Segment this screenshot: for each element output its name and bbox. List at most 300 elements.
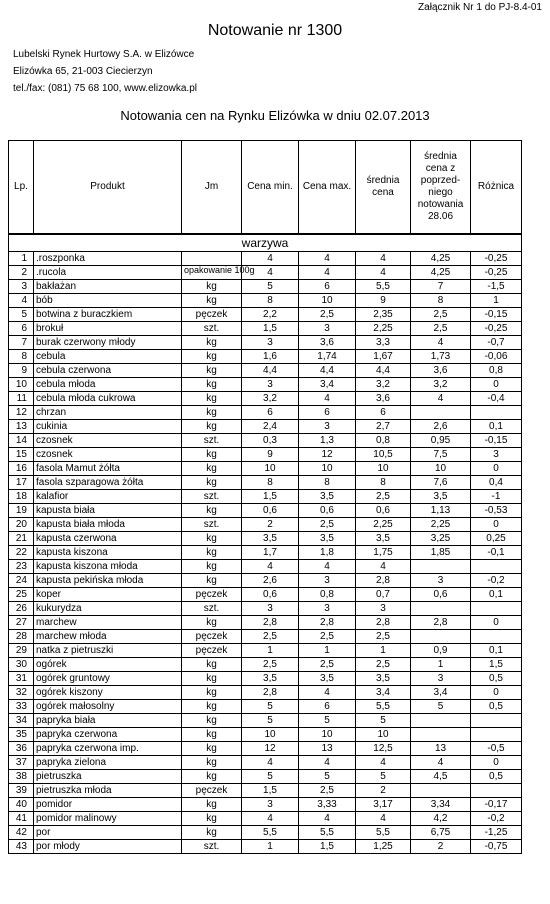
cell-prev-avg-price: 8 (411, 294, 471, 308)
cell-min-price: 4 (242, 266, 299, 280)
cell-prev-avg-price: 10 (411, 462, 471, 476)
cell-prev-avg-price: 0,95 (411, 434, 471, 448)
cell-jm: kg (182, 420, 242, 434)
cell-difference: -0,2 (471, 812, 522, 826)
cell-lp: 42 (9, 826, 34, 840)
cell-lp: 19 (9, 504, 34, 518)
table-row (9, 644, 522, 658)
cell-jm: pęczek (182, 308, 242, 322)
cell-prev-avg-price: 4,25 (411, 252, 471, 266)
cell-jm: kg (182, 378, 242, 392)
table-row (9, 588, 522, 602)
table-row (9, 392, 522, 406)
cell-prev-avg-price (411, 602, 471, 616)
header-min-price: Cena min. (242, 141, 299, 235)
table-row (9, 630, 522, 644)
cell-jm (182, 252, 242, 266)
cell-product: bakłażan (34, 280, 182, 294)
cell-jm: kg (182, 658, 242, 672)
header-max-price: Cena max. (299, 141, 356, 235)
cell-difference: 0,5 (471, 770, 522, 784)
header-avg-price: średnia cena (356, 141, 411, 235)
cell-product: papryka czerwona (34, 728, 182, 742)
company-name: Lubelski Rynek Hurtowy S.A. w Elizówce (13, 49, 195, 60)
cell-avg-price: 3,3 (356, 336, 411, 350)
cell-lp: 14 (9, 434, 34, 448)
cell-product: por młody (34, 840, 182, 854)
cell-lp: 37 (9, 756, 34, 770)
cell-min-price: 0,6 (242, 504, 299, 518)
cell-product: fasola szparagowa żółta (34, 476, 182, 490)
cell-product: ogórek kiszony (34, 686, 182, 700)
cell-product: kalafior (34, 490, 182, 504)
cell-product: koper (34, 588, 182, 602)
cell-min-price: 5,5 (242, 826, 299, 840)
cell-prev-avg-price: 3 (411, 672, 471, 686)
cell-difference: 0,1 (471, 420, 522, 434)
cell-difference: 0,1 (471, 588, 522, 602)
cell-max-price: 4 (299, 392, 356, 406)
cell-min-price: 1,6 (242, 350, 299, 364)
cell-max-price: 3 (299, 322, 356, 336)
cell-lp: 22 (9, 546, 34, 560)
cell-prev-avg-price: 3 (411, 574, 471, 588)
cell-max-price: 10 (299, 294, 356, 308)
table-row (9, 476, 522, 490)
cell-jm: kg (182, 294, 242, 308)
cell-difference: -0,4 (471, 392, 522, 406)
cell-jm: kg (182, 406, 242, 420)
cell-product: kukurydza (34, 602, 182, 616)
cell-difference: -0,25 (471, 322, 522, 336)
cell-jm: szt. (182, 840, 242, 854)
cell-max-price: 4,4 (299, 364, 356, 378)
table-row (9, 616, 522, 630)
cell-jm: kg (182, 812, 242, 826)
cell-avg-price: 2,25 (356, 322, 411, 336)
cell-max-price: 3,5 (299, 490, 356, 504)
cell-product: natka z pietruszki (34, 644, 182, 658)
table-row (9, 252, 522, 266)
cell-product: pomidor malinowy (34, 812, 182, 826)
cell-prev-avg-price: 2,8 (411, 616, 471, 630)
cell-max-price: 8 (299, 476, 356, 490)
cell-min-price: 10 (242, 728, 299, 742)
cell-avg-price: 6 (356, 406, 411, 420)
cell-jm-text: opakowanie 100g (184, 265, 255, 275)
table-row (9, 518, 522, 532)
cell-jm: szt. (182, 490, 242, 504)
table-row (9, 714, 522, 728)
cell-min-price: 8 (242, 294, 299, 308)
cell-min-price: 4 (242, 812, 299, 826)
cell-avg-price: 1,25 (356, 840, 411, 854)
company-contact: tel./fax: (081) 75 68 100, www.elizowka.pl (13, 83, 197, 94)
cell-difference: 0,8 (471, 364, 522, 378)
cell-avg-price: 3 (356, 602, 411, 616)
cell-difference: 1,5 (471, 658, 522, 672)
cell-difference: 0 (471, 756, 522, 770)
cell-min-price: 9 (242, 448, 299, 462)
cell-difference: 0 (471, 686, 522, 700)
cell-prev-avg-price: 4,5 (411, 770, 471, 784)
cell-prev-avg-price: 1 (411, 658, 471, 672)
cell-min-price: 3 (242, 798, 299, 812)
cell-jm: pęczek (182, 644, 242, 658)
cell-avg-price: 4 (356, 756, 411, 770)
cell-difference: 0,5 (471, 700, 522, 714)
table-row (9, 280, 522, 294)
cell-min-price: 12 (242, 742, 299, 756)
table-row (9, 574, 522, 588)
cell-max-price: 3,4 (299, 378, 356, 392)
cell-avg-price: 2,7 (356, 420, 411, 434)
cell-jm: kg (182, 546, 242, 560)
cell-max-price: 0,8 (299, 588, 356, 602)
cell-difference: 3 (471, 448, 522, 462)
cell-min-price: 2,8 (242, 686, 299, 700)
cell-avg-price: 12,5 (356, 742, 411, 756)
cell-product: burak czerwony młody (34, 336, 182, 350)
cell-min-price: 1,7 (242, 546, 299, 560)
cell-jm: szt. (182, 322, 242, 336)
cell-product: czosnek (34, 434, 182, 448)
cell-prev-avg-price: 3,4 (411, 686, 471, 700)
cell-avg-price: 2,5 (356, 490, 411, 504)
cell-max-price: 5 (299, 770, 356, 784)
cell-jm: kg (182, 756, 242, 770)
cell-jm: kg (182, 504, 242, 518)
cell-difference: 0,4 (471, 476, 522, 490)
cell-product: ogórek małosolny (34, 700, 182, 714)
cell-jm: kg (182, 560, 242, 574)
cell-lp: 40 (9, 798, 34, 812)
cell-avg-price: 4 (356, 252, 411, 266)
cell-prev-avg-price (411, 560, 471, 574)
cell-min-price: 2,5 (242, 630, 299, 644)
cell-min-price: 1,5 (242, 322, 299, 336)
cell-jm: kg (182, 728, 242, 742)
cell-avg-price: 1,67 (356, 350, 411, 364)
cell-product: kapusta kiszona (34, 546, 182, 560)
cell-min-price: 2 (242, 518, 299, 532)
cell-difference: 0,25 (471, 532, 522, 546)
cell-difference (471, 728, 522, 742)
cell-lp: 39 (9, 784, 34, 798)
cell-max-price: 10 (299, 462, 356, 476)
cell-avg-price: 4,4 (356, 364, 411, 378)
cell-jm: kg (182, 616, 242, 630)
cell-max-price: 3 (299, 574, 356, 588)
cell-prev-avg-price: 1,13 (411, 504, 471, 518)
cell-difference: 0,1 (471, 644, 522, 658)
cell-product: fasola Mamut żółta (34, 462, 182, 476)
cell-lp: 13 (9, 420, 34, 434)
cell-max-price: 4 (299, 812, 356, 826)
cell-lp: 30 (9, 658, 34, 672)
cell-avg-price: 2 (356, 784, 411, 798)
cell-difference: 0 (471, 378, 522, 392)
cell-lp: 35 (9, 728, 34, 742)
cell-min-price: 3 (242, 378, 299, 392)
cell-avg-price: 2,5 (356, 630, 411, 644)
table-row (9, 364, 522, 378)
cell-jm: kg (182, 574, 242, 588)
cell-avg-price: 10 (356, 728, 411, 742)
cell-max-price: 2,5 (299, 630, 356, 644)
cell-product: pietruszka młoda (34, 784, 182, 798)
cell-avg-price: 5,5 (356, 280, 411, 294)
cell-max-price: 3,5 (299, 672, 356, 686)
cell-avg-price: 5 (356, 714, 411, 728)
cell-min-price: 2,8 (242, 616, 299, 630)
table-row (9, 308, 522, 322)
cell-lp: 34 (9, 714, 34, 728)
cell-difference: -0,15 (471, 434, 522, 448)
table-row (9, 462, 522, 476)
cell-avg-price: 3,5 (356, 672, 411, 686)
table-row (9, 784, 522, 798)
cell-min-price: 3,2 (242, 392, 299, 406)
cell-product: cebula (34, 350, 182, 364)
cell-prev-avg-price: 1,85 (411, 546, 471, 560)
table-row (9, 546, 522, 560)
cell-product: marchew (34, 616, 182, 630)
cell-avg-price: 4 (356, 266, 411, 280)
cell-min-price: 1,5 (242, 490, 299, 504)
table-row (9, 504, 522, 518)
cell-difference: -0,5 (471, 742, 522, 756)
cell-min-price: 2,6 (242, 574, 299, 588)
cell-lp: 26 (9, 602, 34, 616)
cell-avg-price: 5,5 (356, 826, 411, 840)
cell-difference: -0,17 (471, 798, 522, 812)
cell-max-price: 6 (299, 280, 356, 294)
cell-product: pomidor (34, 798, 182, 812)
cell-max-price: 6 (299, 700, 356, 714)
cell-prev-avg-price: 3,6 (411, 364, 471, 378)
cell-product: cukinia (34, 420, 182, 434)
cell-lp: 9 (9, 364, 34, 378)
cell-prev-avg-price: 7 (411, 280, 471, 294)
cell-min-price: 4 (242, 756, 299, 770)
cell-avg-price: 4 (356, 560, 411, 574)
cell-prev-avg-price: 3,2 (411, 378, 471, 392)
header-lp: Lp. (9, 141, 34, 235)
table-row (9, 798, 522, 812)
cell-max-price: 4 (299, 756, 356, 770)
cell-prev-avg-price: 3,5 (411, 490, 471, 504)
table-row (9, 448, 522, 462)
cell-lp: 23 (9, 560, 34, 574)
cell-lp: 20 (9, 518, 34, 532)
cell-lp: 29 (9, 644, 34, 658)
attachment-note: Załącznik Nr 1 do PJ-8.4-01 (418, 2, 542, 13)
cell-product: ogórek (34, 658, 182, 672)
cell-max-price: 4 (299, 560, 356, 574)
cell-max-price: 2,8 (299, 616, 356, 630)
cell-lp: 18 (9, 490, 34, 504)
cell-avg-price: 3,5 (356, 532, 411, 546)
cell-product: .roszponka (34, 252, 182, 266)
cell-prev-avg-price (411, 728, 471, 742)
cell-difference: -0,06 (471, 350, 522, 364)
cell-jm: kg (182, 826, 242, 840)
cell-product: papryka biała (34, 714, 182, 728)
cell-max-price: 1,8 (299, 546, 356, 560)
cell-prev-avg-price: 4,2 (411, 812, 471, 826)
table-row (9, 700, 522, 714)
document-subtitle: Notowania cen na Rynku Elizówka w dniu 02.07.2013 (120, 108, 430, 123)
cell-min-price: 1 (242, 840, 299, 854)
cell-max-price: 13 (299, 742, 356, 756)
cell-jm: kg (182, 476, 242, 490)
cell-avg-price: 2,8 (356, 616, 411, 630)
cell-max-price: 2,5 (299, 658, 356, 672)
cell-product: pietruszka (34, 770, 182, 784)
table-row (9, 420, 522, 434)
cell-min-price: 1,5 (242, 784, 299, 798)
cell-prev-avg-price: 4 (411, 756, 471, 770)
cell-avg-price: 3,4 (356, 686, 411, 700)
cell-prev-avg-price: 0,9 (411, 644, 471, 658)
cell-prev-avg-price: 2,6 (411, 420, 471, 434)
cell-min-price: 8 (242, 476, 299, 490)
cell-lp: 7 (9, 336, 34, 350)
cell-prev-avg-price: 4,25 (411, 266, 471, 280)
cell-lp: 16 (9, 462, 34, 476)
cell-prev-avg-price: 1,73 (411, 350, 471, 364)
cell-difference: -0,25 (471, 252, 522, 266)
table-row (9, 826, 522, 840)
cell-avg-price: 3,6 (356, 392, 411, 406)
cell-lp: 4 (9, 294, 34, 308)
cell-avg-price: 2,35 (356, 308, 411, 322)
cell-jm: kg (182, 700, 242, 714)
cell-lp: 24 (9, 574, 34, 588)
cell-product: marchew młoda (34, 630, 182, 644)
cell-jm: kg (182, 798, 242, 812)
cell-max-price: 4 (299, 266, 356, 280)
cell-max-price: 2,5 (299, 518, 356, 532)
cell-min-price: 6 (242, 406, 299, 420)
cell-lp: 41 (9, 812, 34, 826)
cell-difference: 0 (471, 462, 522, 476)
cell-avg-price: 10,5 (356, 448, 411, 462)
cell-lp: 5 (9, 308, 34, 322)
cell-difference: -0,53 (471, 504, 522, 518)
cell-product: botwina z buraczkiem (34, 308, 182, 322)
cell-min-price: 3,5 (242, 672, 299, 686)
cell-lp: 38 (9, 770, 34, 784)
table-row (9, 336, 522, 350)
cell-product: kapusta kiszona młoda (34, 560, 182, 574)
cell-jm: pęczek (182, 784, 242, 798)
document-title: Notowanie nr 1300 (207, 22, 343, 39)
cell-product: kapusta biała (34, 504, 182, 518)
table-row (9, 686, 522, 700)
cell-max-price: 12 (299, 448, 356, 462)
cell-min-price: 4 (242, 252, 299, 266)
cell-avg-price: 1 (356, 644, 411, 658)
cell-jm (182, 265, 255, 280)
cell-max-price: 0,6 (299, 504, 356, 518)
table-row (9, 672, 522, 686)
cell-avg-price: 5,5 (356, 700, 411, 714)
cell-min-price: 5 (242, 714, 299, 728)
cell-min-price: 0,6 (242, 588, 299, 602)
cell-max-price: 3,6 (299, 336, 356, 350)
cell-lp: 10 (9, 378, 34, 392)
cell-lp: 11 (9, 392, 34, 406)
cell-difference: -0,2 (471, 574, 522, 588)
cell-difference: 0,5 (471, 672, 522, 686)
cell-difference: 1 (471, 294, 522, 308)
cell-jm: szt. (182, 518, 242, 532)
cell-difference (471, 714, 522, 728)
cell-jm: kg (182, 742, 242, 756)
cell-max-price: 2,5 (299, 784, 356, 798)
cell-lp: 32 (9, 686, 34, 700)
cell-avg-price: 10 (356, 462, 411, 476)
table-row (9, 266, 522, 280)
cell-avg-price: 2,8 (356, 574, 411, 588)
table-row (9, 532, 522, 546)
cell-prev-avg-price: 2,25 (411, 518, 471, 532)
cell-avg-price: 4 (356, 812, 411, 826)
cell-product: por (34, 826, 182, 840)
cell-avg-price: 1,75 (356, 546, 411, 560)
cell-product: papryka zielona (34, 756, 182, 770)
header-prev-avg-price: średnia cena z poprzed-niego notowania 28.06 (411, 141, 471, 235)
cell-prev-avg-price: 0,6 (411, 588, 471, 602)
table-row (9, 434, 522, 448)
table-row (9, 840, 522, 854)
cell-lp: 15 (9, 448, 34, 462)
cell-difference: -1,25 (471, 826, 522, 840)
cell-difference: -0,25 (471, 266, 522, 280)
cell-lp: 43 (9, 840, 34, 854)
cell-prev-avg-price (411, 406, 471, 420)
cell-difference (471, 406, 522, 420)
cell-max-price: 1 (299, 644, 356, 658)
cell-difference: 0 (471, 518, 522, 532)
cell-min-price: 4,4 (242, 364, 299, 378)
cell-product: kapusta czerwona (34, 532, 182, 546)
cell-lp: 8 (9, 350, 34, 364)
table-row (9, 490, 522, 504)
cell-max-price: 10 (299, 728, 356, 742)
cell-avg-price: 2,25 (356, 518, 411, 532)
cell-lp: 21 (9, 532, 34, 546)
cell-lp: 2 (9, 266, 34, 280)
cell-prev-avg-price: 6,75 (411, 826, 471, 840)
cell-max-price: 3 (299, 420, 356, 434)
cell-max-price: 2,5 (299, 308, 356, 322)
cell-difference (471, 784, 522, 798)
cell-prev-avg-price: 3,25 (411, 532, 471, 546)
cell-lp: 36 (9, 742, 34, 756)
cell-min-price: 3 (242, 602, 299, 616)
cell-difference: -0,15 (471, 308, 522, 322)
cell-min-price: 3,5 (242, 532, 299, 546)
cell-jm: kg (182, 448, 242, 462)
cell-avg-price: 0,7 (356, 588, 411, 602)
category-label: warzywa (9, 234, 522, 252)
cell-prev-avg-price: 5 (411, 700, 471, 714)
cell-difference (471, 560, 522, 574)
cell-product: ogórek gruntowy (34, 672, 182, 686)
